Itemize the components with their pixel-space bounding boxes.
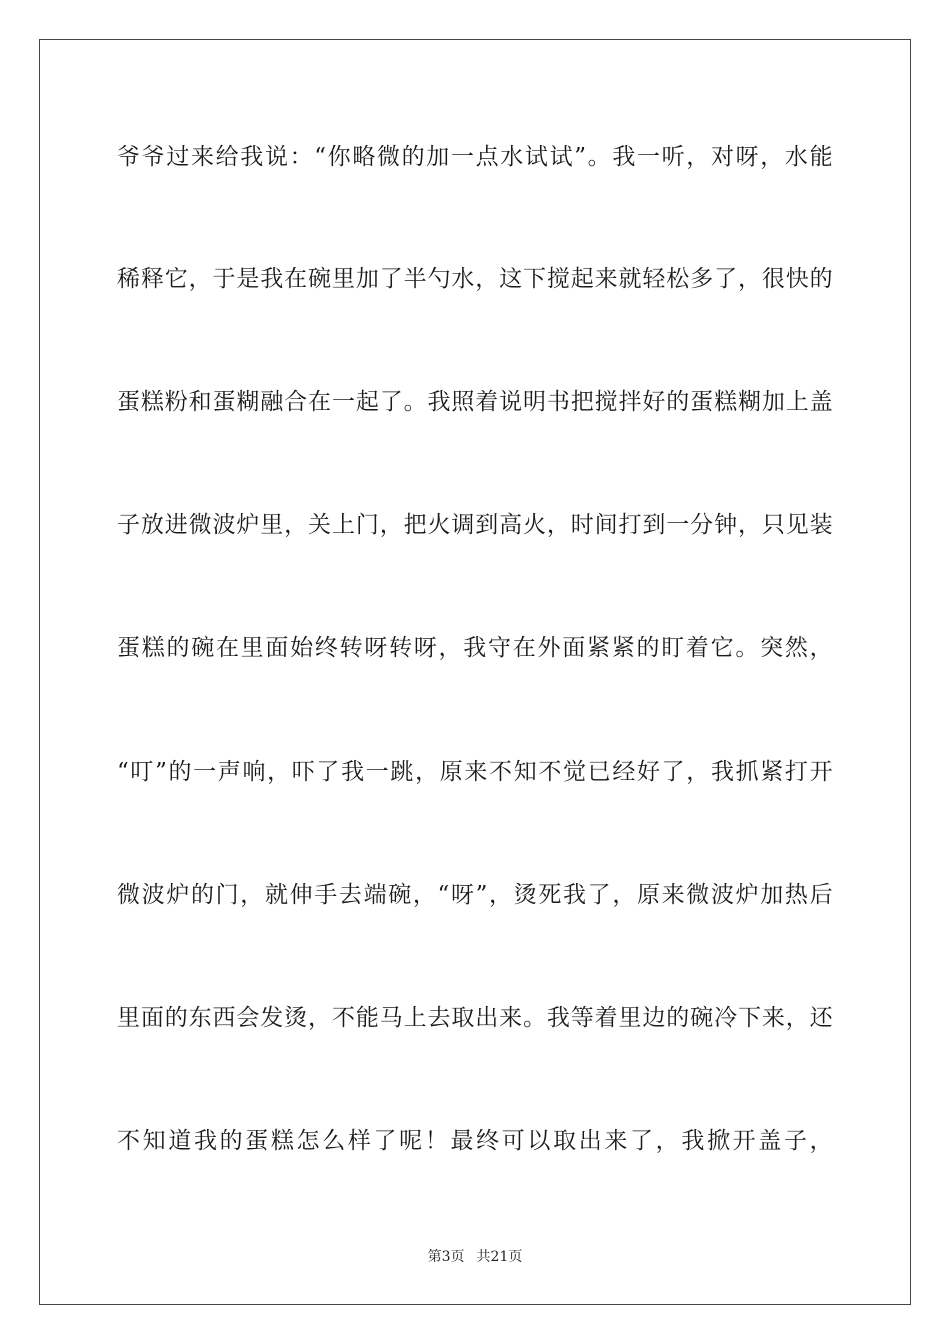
- page-footer: [0, 1247, 950, 1267]
- page-number: 第3页: [427, 1249, 465, 1265]
- text-line: 蛋糕的碗在里面始终转呀转呀，我守在外面紧紧的盯着它。突然，: [117, 635, 833, 661]
- text-line: 微波炉的门，就伸手去端碗，“呀”，烫死我了，原来微波炉加热后: [117, 882, 833, 908]
- text-line: “叮”的一声响，吓了我一跳，原来不知不觉已经好了，我抓紧打开: [117, 759, 833, 785]
- text-line: 不知道我的蛋糕怎么样了呢！最终可以取出来了，我掀开盖子，: [117, 1128, 833, 1154]
- page-total: 共21页: [476, 1249, 523, 1265]
- text-line: 里面的东西会发烫，不能马上去取出来。我等着里边的碗冷下来，还: [117, 1005, 833, 1031]
- text-line: 蛋糕粉和蛋糊融合在一起了。我照着说明书把搅拌好的蛋糕糊加上盖: [117, 389, 833, 415]
- page-border: [39, 39, 911, 1305]
- text-line: 稀释它，于是我在碗里加了半勺水，这下搅起来就轻松多了，很快的: [117, 266, 833, 292]
- text-line: 爷爷过来给我说：“你略微的加一点水试试”。我一听，对呀，水能: [117, 144, 833, 170]
- text-line: 子放进微波炉里，关上门，把火调到高火，时间打到一分钟，只见装: [117, 512, 833, 538]
